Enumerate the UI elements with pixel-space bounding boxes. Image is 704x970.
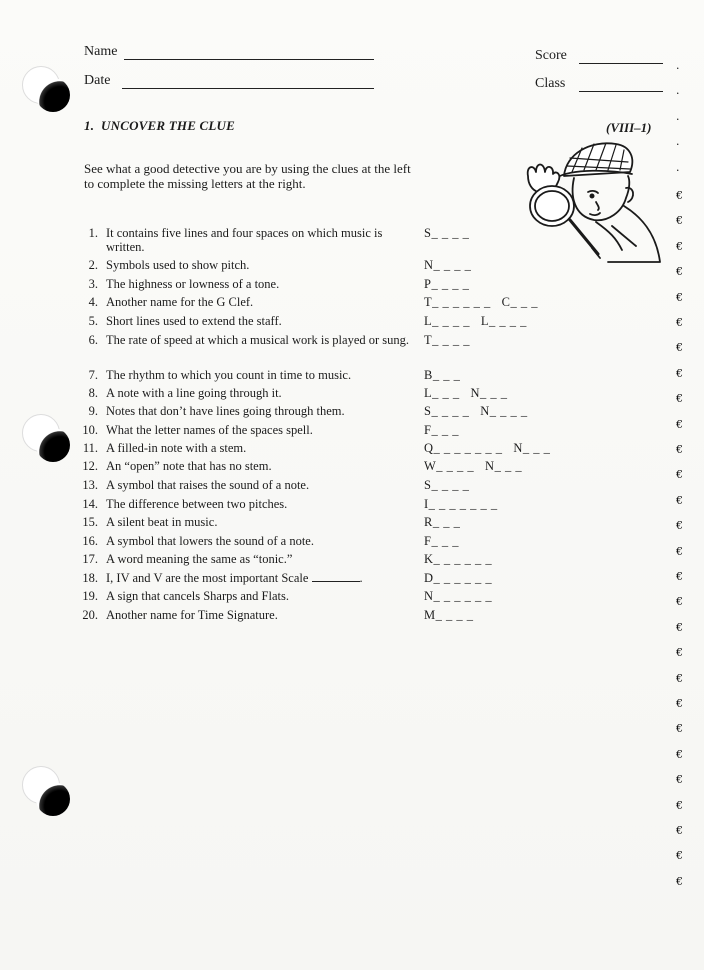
question-text: The highness or lowness of a tone. (106, 277, 280, 291)
binder-hole-middle (36, 428, 70, 462)
question-text: Another name for Time Signature. (106, 608, 278, 622)
answer-blanks[interactable]: L_ _ _ _ L_ _ _ _ (424, 314, 527, 328)
question-number: 19. (82, 589, 98, 603)
question-number: 7. (88, 368, 98, 382)
spiral-ring-mark: € (676, 316, 683, 329)
question-text: A note with a line going through it. (106, 386, 282, 400)
question-number: 9. (88, 404, 98, 418)
spiral-ring-mark: € (676, 824, 683, 837)
answer-blanks[interactable]: K_ _ _ _ _ _ (424, 552, 493, 566)
spiral-ring-mark: € (676, 239, 683, 253)
answer-blanks[interactable]: N_ _ _ _ (424, 258, 472, 272)
question-number: 18. (82, 571, 98, 585)
spiral-ring-mark: · (676, 62, 680, 75)
question-number: 12. (82, 459, 98, 473)
question-text: A symbol that lowers the sound of a note. (106, 534, 314, 548)
question-number: 17. (82, 552, 98, 566)
score-field[interactable] (579, 63, 663, 64)
answer-blanks[interactable]: N_ _ _ _ _ _ (424, 589, 493, 603)
class-field[interactable] (579, 91, 663, 92)
question-text: A sign that cancels Sharps and Flats. (106, 589, 289, 603)
spiral-ring-mark: · (676, 138, 680, 152)
answer-blanks[interactable]: F_ _ _ (424, 423, 459, 437)
name-field[interactable] (124, 59, 374, 60)
question-number: 15. (82, 515, 98, 529)
name-label: Name (84, 44, 118, 59)
spiral-ring-mark: € (676, 646, 683, 660)
spiral-ring-mark: € (676, 874, 683, 888)
question-number: 20. (82, 608, 98, 622)
question-text: Short lines used to extend the staff. (106, 314, 282, 328)
answer-blanks[interactable]: W_ _ _ _ N_ _ _ (424, 459, 523, 473)
spiral-ring-mark: € (676, 697, 683, 710)
spiral-ring-mark: € (676, 493, 683, 507)
answer-blanks[interactable]: P_ _ _ _ (424, 277, 470, 291)
question-number: 13. (82, 478, 98, 492)
answer-blanks[interactable]: D_ _ _ _ _ _ (424, 571, 493, 585)
spiral-ring-mark: € (676, 443, 683, 456)
question-text-label: I, IV and V are the most important Scale (106, 571, 309, 585)
spiral-ring-mark: € (676, 773, 683, 787)
spiral-ring-mark: € (676, 214, 683, 228)
question-text: Symbols used to show pitch. (106, 258, 250, 272)
spiral-ring-mark: € (676, 595, 683, 609)
question-number: 11. (82, 441, 98, 455)
spiral-ring-mark: € (676, 620, 683, 634)
section-title: 1. UNCOVER THE CLUE (84, 118, 235, 133)
question-text (106, 571, 418, 585)
answer-blanks[interactable]: L_ _ _ N_ _ _ (424, 386, 508, 400)
question-text: Notes that don’t have lines going through them. (106, 404, 345, 418)
question-text: It contains five lines and four spaces on which music is written. (106, 226, 383, 254)
spiral-ring-mark: € (676, 341, 683, 355)
question-number: 16. (82, 534, 98, 548)
question-text: A silent beat in music. (106, 515, 218, 529)
detective-with-magnifying-glass-icon (512, 136, 664, 270)
spiral-ring-mark: € (676, 417, 683, 431)
question-number: 10. (82, 423, 98, 437)
spiral-ring-mark: € (676, 570, 683, 583)
spiral-ring-mark: · (676, 112, 680, 126)
question-number: 5. (88, 314, 98, 328)
spiral-ring-mark: € (676, 290, 683, 304)
question-number: 8. (88, 386, 98, 400)
answer-blanks[interactable]: T_ _ _ _ _ _ C_ _ _ (424, 295, 538, 309)
spiral-ring-mark: · (676, 87, 680, 101)
spiral-ring-mark: € (676, 468, 683, 482)
question-text: A word meaning the same as “tonic.” (106, 552, 293, 566)
question-number: 6. (88, 333, 98, 347)
answer-blanks[interactable]: F_ _ _ (424, 534, 459, 548)
question-text: A filled-in note with a stem. (106, 441, 247, 455)
spiral-ring-mark: € (676, 544, 683, 558)
spiral-ring-mark: € (676, 798, 683, 812)
spiral-ring-mark: € (676, 849, 683, 863)
question-text: What the letter names of the spaces spell. (106, 423, 313, 437)
spiral-ring-mark: € (676, 265, 683, 279)
spiral-ring-mark: € (676, 671, 683, 685)
answer-blanks[interactable]: S_ _ _ _ (424, 226, 470, 240)
answer-blanks[interactable]: R_ _ _ (424, 515, 461, 529)
spiral-ring-mark: € (676, 189, 683, 202)
answer-blanks[interactable]: I_ _ _ _ _ _ _ (424, 497, 498, 511)
spiral-ring-mark: € (676, 722, 683, 736)
answer-blanks[interactable]: S_ _ _ _ (424, 478, 470, 492)
question-number: 14. (82, 497, 98, 511)
question-text: The rate of speed at which a musical work is played or sung. (106, 333, 410, 347)
question-text: An “open” note that has no stem. (106, 459, 272, 473)
answer-blanks[interactable]: Q_ _ _ _ _ _ _ N_ _ _ (424, 441, 551, 455)
score-label: Score (535, 48, 567, 63)
question-text: Another name for the G Clef. (106, 295, 254, 309)
spiral-ring-mark: € (676, 519, 683, 533)
spiral-ring-mark: € (676, 392, 683, 406)
instructions: See what a good detective you are by using the clues at the left to complete the missing letters at the right. (84, 161, 411, 191)
question-text: The rhythm to which you count in time to music. (106, 368, 352, 382)
question-number: 1. (88, 226, 98, 240)
class-label: Class (535, 76, 566, 91)
binder-hole-top (36, 78, 70, 112)
answer-blanks[interactable]: S_ _ _ _ N_ _ _ _ (424, 404, 528, 418)
question-number: 3. (88, 277, 98, 291)
answer-blanks[interactable]: T_ _ _ _ (424, 333, 471, 347)
binder-hole-bottom (36, 782, 70, 816)
question-number: 4. (88, 295, 98, 309)
date-field[interactable] (122, 88, 374, 89)
section-code: (VIII–1) (606, 120, 652, 135)
question-number: 2. (88, 258, 98, 272)
spiral-ring-mark: € (676, 747, 683, 761)
answer-blanks[interactable]: M_ _ _ _ (424, 608, 474, 622)
question-text: A symbol that raises the sound of a note. (106, 478, 310, 492)
scale-blank[interactable] (312, 571, 360, 582)
question-suffix: . (359, 571, 363, 585)
answer-blanks[interactable]: B_ _ _ (424, 368, 461, 382)
question-text: The difference between two pitches. (106, 497, 288, 511)
spiral-ring-mark: · (676, 163, 680, 177)
date-label: Date (84, 73, 111, 88)
spiral-ring-mark: € (676, 366, 683, 380)
